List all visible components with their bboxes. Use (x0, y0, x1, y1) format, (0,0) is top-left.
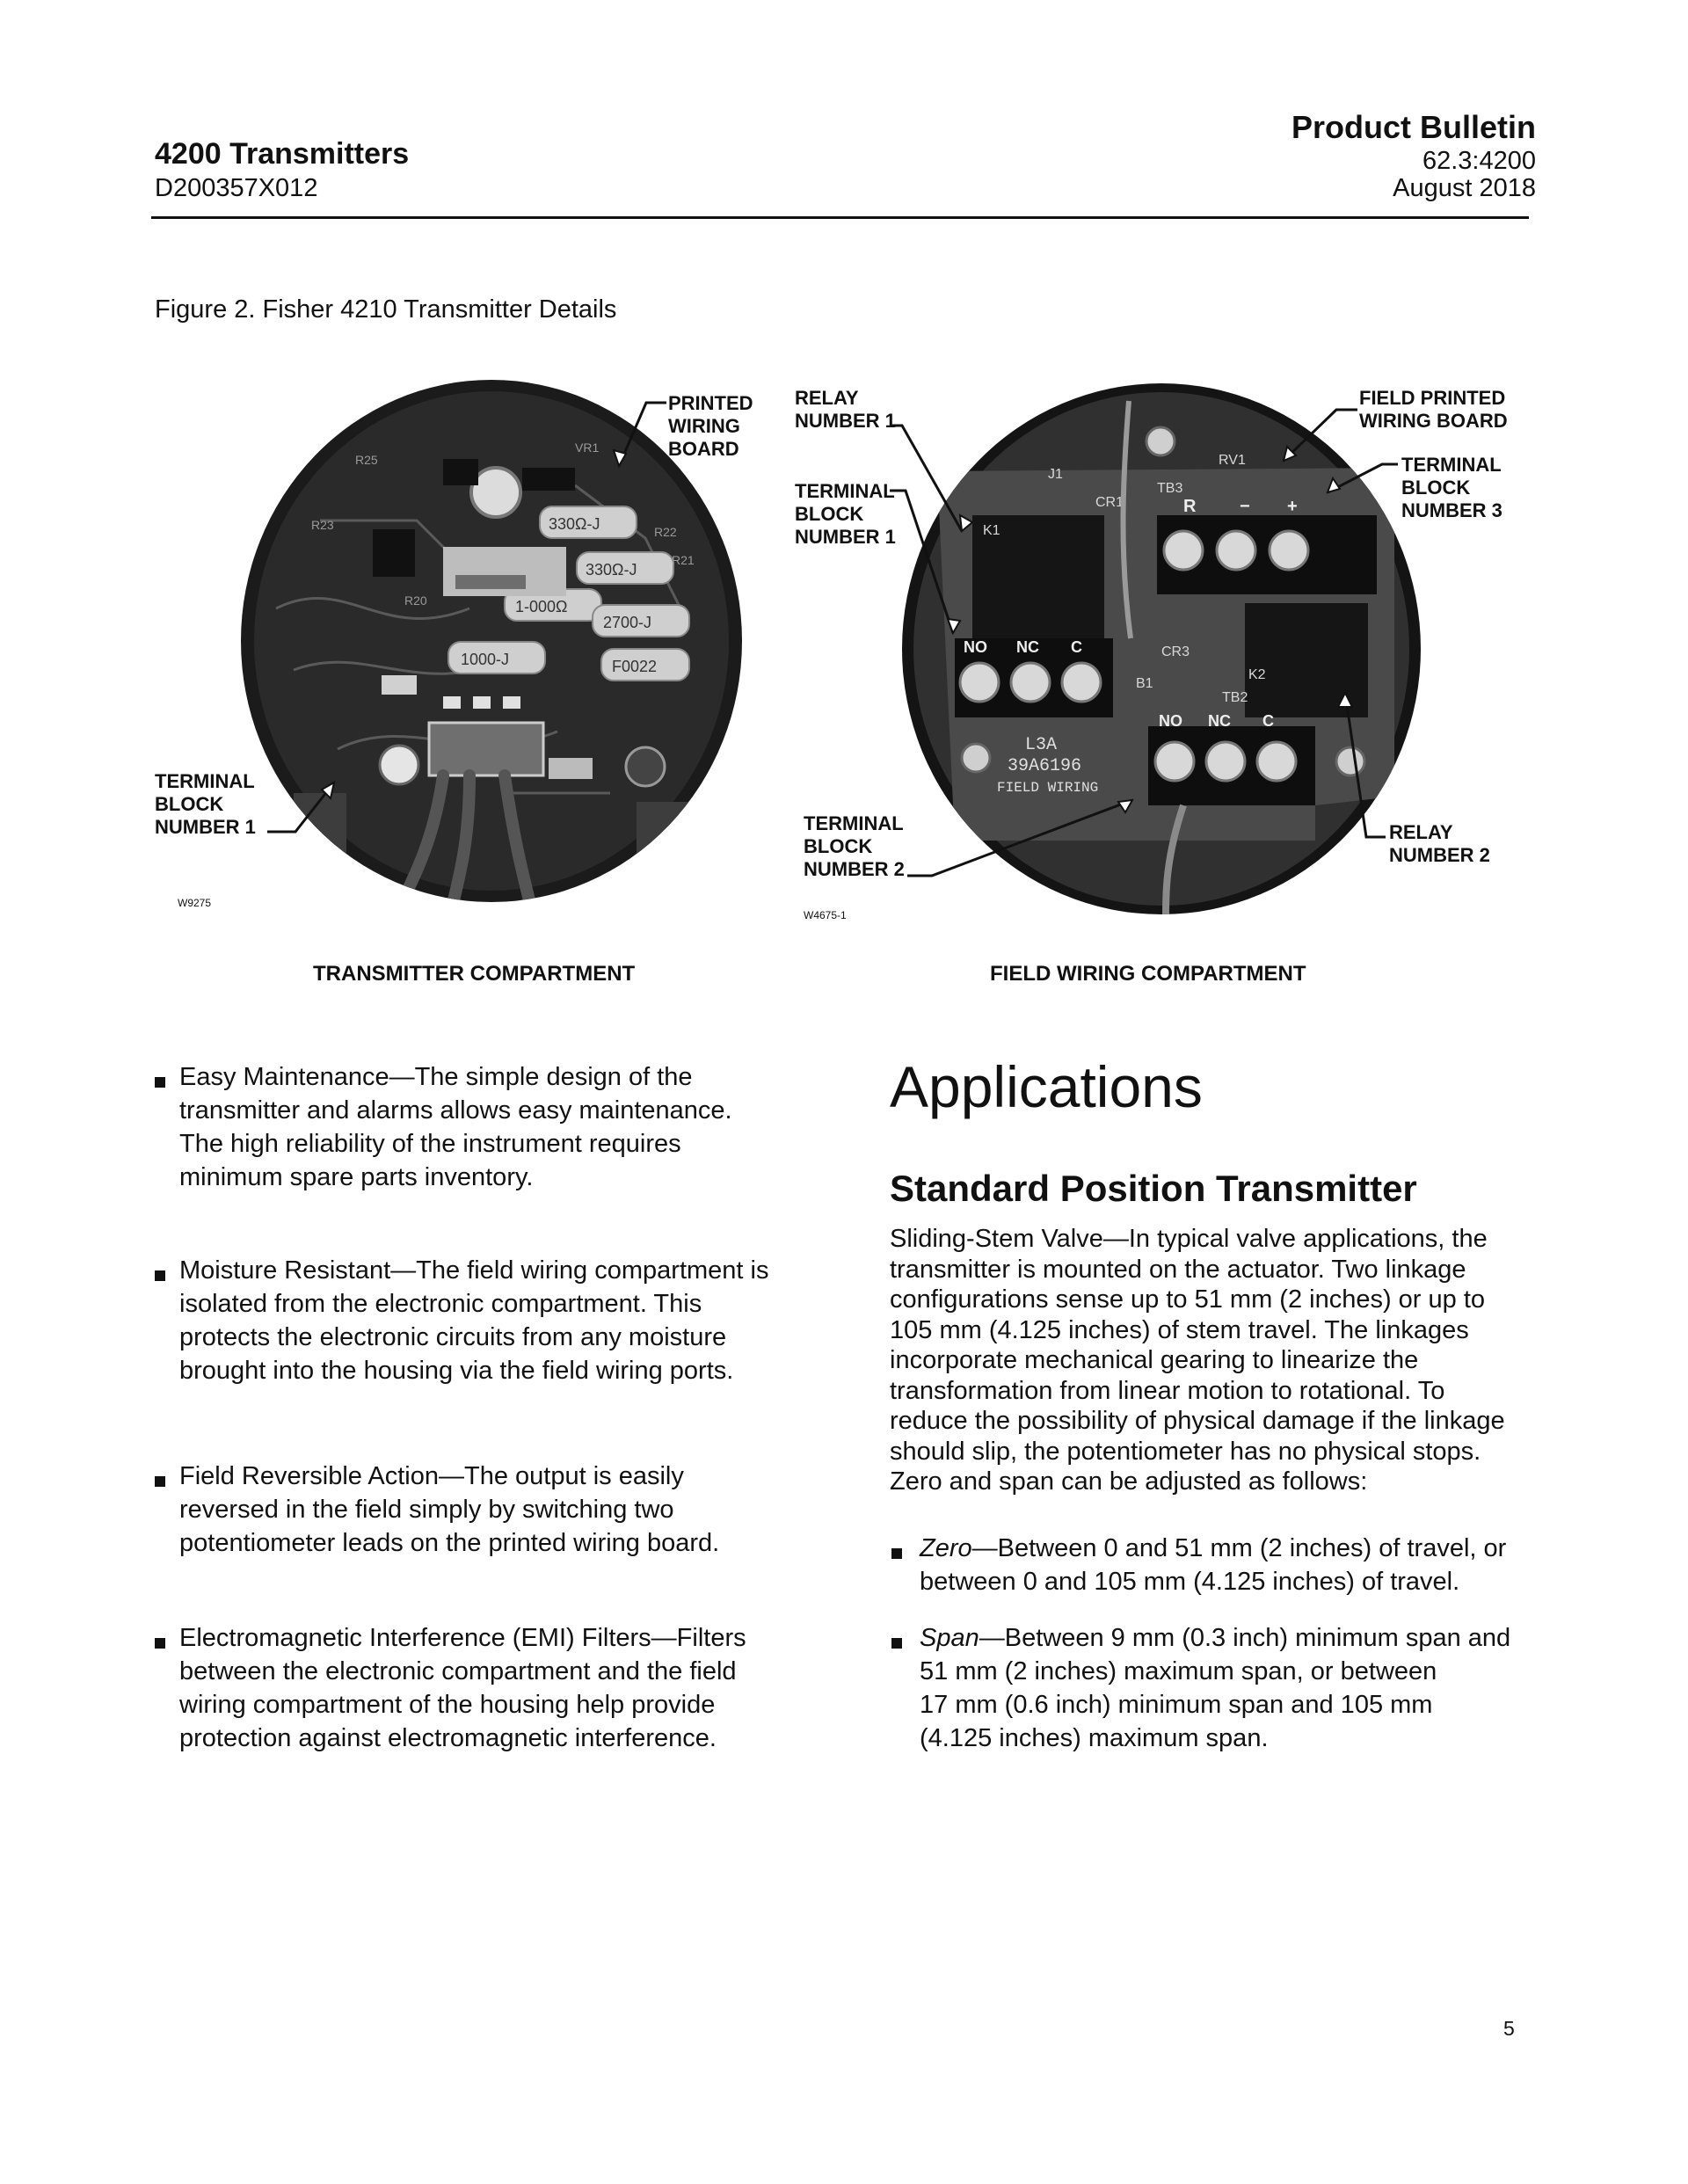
board-text: J1 (1048, 467, 1063, 482)
board-text: 330Ω-J (586, 561, 637, 579)
board-text: 39A6196 (1008, 756, 1082, 776)
board-text: 330Ω-J (549, 515, 600, 533)
tb3-term: R (1183, 497, 1197, 516)
zero-adjustment-bullet: Zero—Between 0 and 51 mm (2 inches) of travel, or between 0 and 105 mm (4.125 inches) of travel. (920, 1534, 1507, 1596)
bullet-square (155, 1638, 165, 1649)
tb2-term: NO (1159, 712, 1182, 730)
board-text: 1-000Ω (515, 598, 568, 615)
label-terminal-block-3: TERMINAL BLOCK NUMBER 3 (1401, 454, 1502, 521)
board-text: RV1 (1219, 453, 1246, 468)
sliding-stem-valve-paragraph: Sliding-Stem Valve—In typical valve applications, the transmitter is mounted on the actuator. Two linkage configurations sense up to 51 mm (2 inches) or up to 105 mm (4.125 inches) of stem travel. The linkages incorporate mechanical gearing to linearize the transformation from linear motion to rotational. To reduce the possibility of physical damage if the linkage should slip, the potentiometer has no physical stops. Zero and span can be adjusted as follows: (890, 1225, 1505, 1496)
board-text: CR3 (1161, 644, 1190, 659)
label-relay-1: RELAY NUMBER 1 (795, 387, 896, 432)
board-text: R23 (311, 518, 334, 532)
board-text: K2 (1248, 667, 1266, 682)
page-number: 5 (1503, 2017, 1515, 2040)
tb1-term: C (1071, 638, 1082, 656)
photo-code-left: W9275 (178, 897, 212, 909)
tb2-term: C (1262, 712, 1274, 730)
tb2-term: NC (1208, 712, 1231, 730)
transmitter-compartment-title: TRANSMITTER COMPARTMENT (313, 962, 636, 986)
tb3-term: + (1287, 497, 1298, 516)
feature-moisture-resistant: Moisture Resistant—The field wiring compartment is isolated from the electronic compartment. This protects the electronic circuits from any moisture brought into the housing via the field wiring ports. (179, 1256, 769, 1385)
board-text: R20 (404, 593, 427, 608)
bullet-square (155, 1476, 165, 1487)
feature-emi-filters: Electromagnetic Interference (EMI) Filters—Filters between the electronic compartment and the field wiring compartment of the housing help provide protection against electromagnetic interference. (179, 1624, 746, 1752)
figure-caption: Figure 2. Fisher 4210 Transmitter Details (155, 295, 617, 324)
board-text: FIELD WIRING (997, 780, 1099, 796)
bullet-square (891, 1548, 902, 1559)
board-text: L3A (1025, 735, 1058, 755)
board-text: TB3 (1157, 481, 1183, 496)
bulletin-label: Product Bulletin (1291, 109, 1536, 145)
document-number: D200357X012 (155, 174, 318, 202)
label-terminal-block-2: TERMINAL BLOCK NUMBER 2 (804, 812, 905, 880)
bullet-square (891, 1638, 902, 1649)
bulletin-code: 62.3:4200 (1422, 147, 1536, 175)
tb1-term: NC (1016, 638, 1039, 656)
board-text: B1 (1136, 676, 1153, 691)
board-text: R21 (672, 553, 695, 567)
tb1-term: NO (964, 638, 987, 656)
board-text: CR1 (1095, 495, 1124, 510)
board-text: K1 (983, 523, 1000, 538)
label-terminal-block-1-right: TERMINAL BLOCK NUMBER 1 (795, 480, 896, 548)
feature-field-reversible-action: Field Reversible Action—The output is easily reversed in the field simply by switching two potentiometer leads on the printed wiring board. (179, 1462, 720, 1557)
tb3-term: − (1240, 497, 1250, 516)
board-text: 2700-J (603, 614, 652, 631)
label-terminal-block-1-left: TERMINAL BLOCK NUMBER 1 (155, 770, 256, 838)
board-text: R22 (654, 525, 677, 539)
section-heading-applications: Applications (890, 1054, 1203, 1119)
span-adjustment-bullet: Span—Between 9 mm (0.3 inch) minimum span and 51 mm (2 inches) maximum span, or between 17 mm (0.6 inch) minimum span and 105 mm (4.125 inches) maximum span. (920, 1624, 1511, 1752)
bullet-square (155, 1270, 165, 1281)
board-text: 1000-J (461, 651, 510, 668)
subsection-heading-standard-position-transmitter: Standard Position Transmitter (890, 1168, 1417, 1209)
label-printed-wiring-board: PRINTED WIRING BOARD (668, 392, 753, 460)
feature-easy-maintenance: Easy Maintenance—The simple design of the transmitter and alarms allows easy maintenance. The high reliability of the instrument requires minimum spare parts inventory. (179, 1063, 732, 1191)
label-relay-2: RELAY NUMBER 2 (1389, 821, 1490, 866)
board-text: TB2 (1222, 690, 1248, 705)
callout-leaders (0, 0, 1688, 967)
field-wiring-compartment-title: FIELD WIRING COMPARTMENT (990, 962, 1306, 986)
document-title: 4200 Transmitters (155, 137, 410, 171)
bulletin-date: August 2018 (1393, 174, 1536, 202)
board-text: VR1 (575, 440, 600, 455)
board-text: R25 (355, 453, 378, 467)
photo-code-right: W4675-1 (804, 909, 847, 921)
bullet-square (155, 1077, 165, 1088)
board-text: F0022 (612, 658, 658, 675)
label-field-printed-wiring-board: FIELD PRINTED WIRING BOARD (1359, 387, 1508, 432)
